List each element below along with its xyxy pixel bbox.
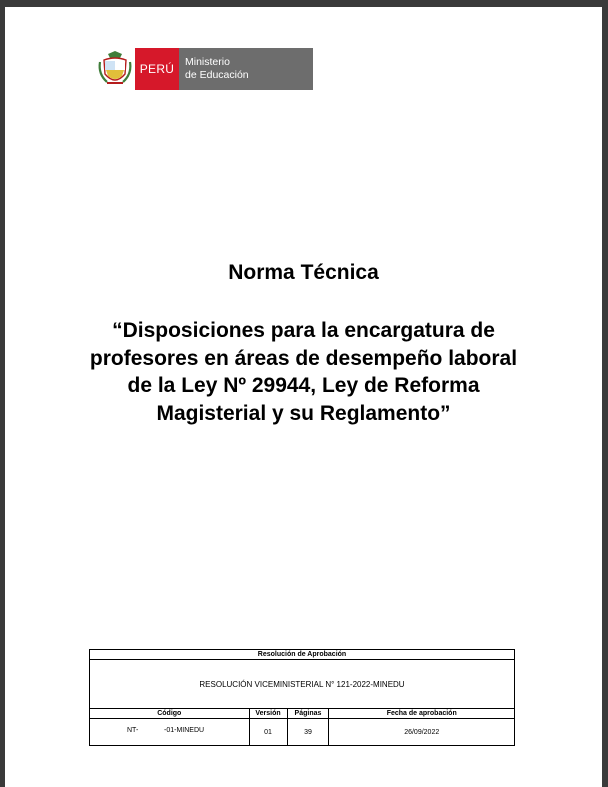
pages-header: Páginas [287, 709, 329, 719]
document-title: Norma Técnica [228, 261, 379, 284]
code-value [90, 719, 250, 746]
approval-section-header: Resolución de Aprobación [90, 650, 515, 660]
code-prefix: NT- [127, 727, 139, 734]
ministry-name [179, 48, 313, 90]
brand-country: PERÚ [135, 48, 179, 90]
code-header: Código [90, 709, 250, 719]
resolution-number: RESOLUCIÓN VICEMINISTERIAL N° 121-2022-MINEDU [90, 660, 515, 709]
version-header: Versión [249, 709, 287, 719]
peru-coat-of-arms-icon [95, 48, 135, 90]
code-suffix: -01-MINEDU [164, 727, 205, 734]
ministry-line-2: de Educación [185, 69, 249, 81]
version-value: 01 [249, 719, 287, 746]
document-subtitle: “Disposiciones para la encargatura de profesores en áreas de desempeño laboral de la Ley Nº 29944, Ley de Reforma Magisterial y su Reglamento” [89, 319, 518, 425]
pages-value: 39 [287, 719, 329, 746]
approval-table [89, 649, 515, 746]
date-value: 26/09/2022 [329, 719, 515, 746]
ministry-line-1: Ministerio [185, 56, 230, 68]
minedu-logo [95, 48, 313, 90]
date-header: Fecha de aprobación [329, 709, 515, 719]
document-page [5, 7, 602, 787]
